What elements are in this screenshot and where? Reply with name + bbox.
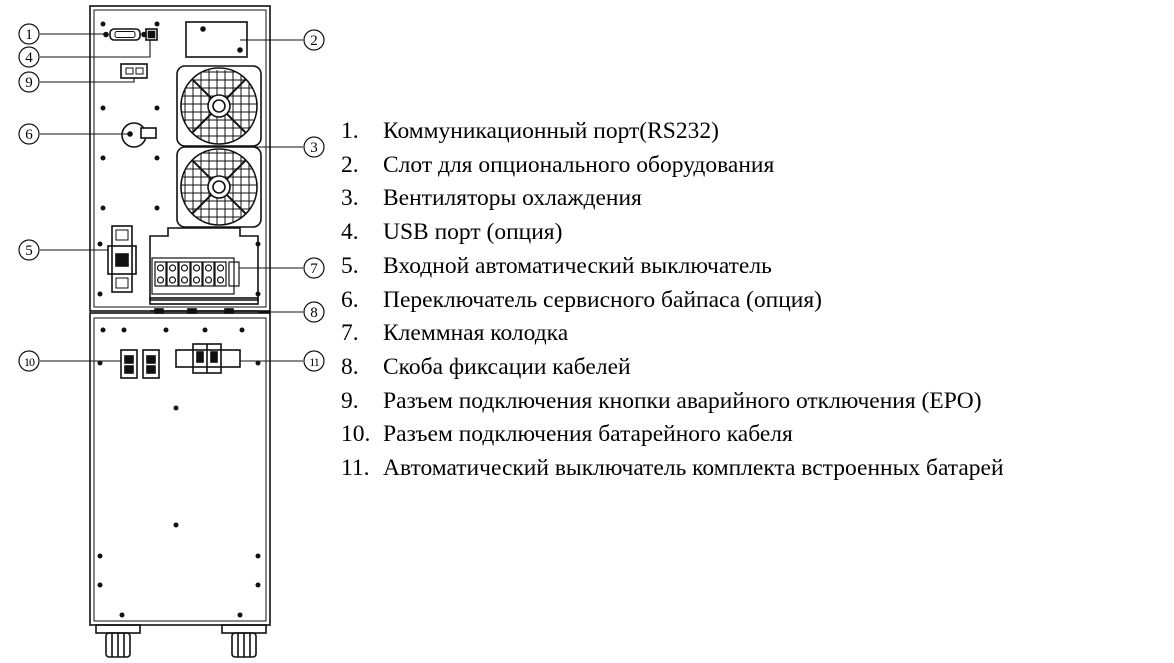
- legend-item-number: 6.: [341, 286, 359, 313]
- lower-screws: [98, 328, 261, 618]
- legend-item: [341, 149, 1004, 183]
- legend-item-text: Разъем подключения батарейного кабеля: [383, 421, 793, 448]
- legend-item-text: Переключатель сервисного байпаса (опция): [383, 286, 822, 313]
- callout-3-label: 3: [310, 140, 318, 156]
- legend-item: [341, 115, 1004, 149]
- callout-7: [304, 258, 324, 278]
- callout-4: [19, 47, 39, 67]
- callout-7-label: 7: [310, 261, 318, 277]
- legend-item-number: 11.: [341, 455, 370, 482]
- lower-unit-housing: [90, 313, 270, 625]
- component-legend: [341, 115, 1004, 486]
- epo-connector: [121, 64, 147, 78]
- rs232-port: [104, 29, 146, 40]
- legend-item-number: 5.: [341, 252, 359, 279]
- legend-item-text: Коммуникационный порт(RS232): [383, 118, 719, 144]
- legend-item-number: 3.: [341, 185, 359, 212]
- legend-item-text: Автоматический выключатель комплекта встроенных батарей: [383, 455, 1004, 482]
- callout-8-label: 8: [310, 305, 318, 321]
- legend-item-text: Клеммная колодка: [383, 320, 569, 347]
- usb-port: [146, 29, 157, 40]
- legend-item-text: Вентиляторы охлаждения: [383, 185, 642, 212]
- legend-item: [341, 284, 1004, 318]
- terminal-block: [150, 228, 258, 304]
- legend-item-number: 8.: [341, 353, 359, 380]
- option-slot: [186, 22, 247, 57]
- legend-item: [341, 385, 1004, 419]
- callout-2-label: 2: [310, 33, 318, 49]
- battery-cable-connector: [121, 350, 159, 378]
- callout-6: [19, 124, 39, 144]
- legend-item: [341, 418, 1004, 452]
- callout-11-label: 11: [309, 355, 319, 369]
- callout-10-label: 10: [24, 355, 34, 369]
- legend-item-number: 2.: [341, 151, 359, 178]
- callout-2: [304, 30, 324, 50]
- legend-item-text: USB порт (опция): [383, 219, 563, 246]
- callout-11: [304, 351, 324, 371]
- callout-9: [19, 72, 39, 92]
- callouts: [19, 24, 324, 371]
- legend-item-text: Скоба фиксации кабелей: [383, 353, 631, 380]
- legend-item-number: 1.: [341, 118, 359, 144]
- legend-item: [341, 182, 1004, 216]
- input-breaker: [108, 226, 136, 292]
- legend-item-number: 7.: [341, 320, 359, 347]
- casters: [96, 625, 266, 657]
- legend-item-text: Разъем подключения кнопки аварийного отключения (EPO): [383, 387, 982, 414]
- callout-9-label: 9: [25, 75, 33, 91]
- callout-3: [304, 137, 324, 157]
- callout-1-label: 1: [25, 27, 33, 43]
- callout-5: [19, 240, 39, 260]
- legend-item: [341, 317, 1004, 351]
- legend-item-number: 9.: [341, 387, 359, 414]
- legend-item: [341, 216, 1004, 250]
- callout-5-label: 5: [25, 243, 33, 259]
- callout-8: [304, 302, 324, 322]
- callout-6-label: 6: [25, 127, 33, 143]
- callout-4-label: 4: [25, 50, 33, 66]
- cooling-fan-lower: [170, 147, 268, 227]
- callout-10: [19, 351, 39, 371]
- legend-item: [341, 351, 1004, 385]
- legend-item-number: 4.: [341, 219, 359, 246]
- battery-breaker: [176, 344, 240, 373]
- legend-item: [341, 250, 1004, 284]
- legend-item: [341, 452, 1004, 486]
- cooling-fan-upper: [170, 66, 268, 146]
- leader-lines: [40, 34, 303, 361]
- legend-item-number: 10.: [341, 421, 371, 448]
- callout-1: [19, 24, 39, 44]
- legend-item-text: Слот для опционального оборудования: [383, 151, 775, 178]
- legend-item-text: Входной автоматический выключатель: [383, 252, 772, 279]
- bypass-switch: [122, 123, 156, 147]
